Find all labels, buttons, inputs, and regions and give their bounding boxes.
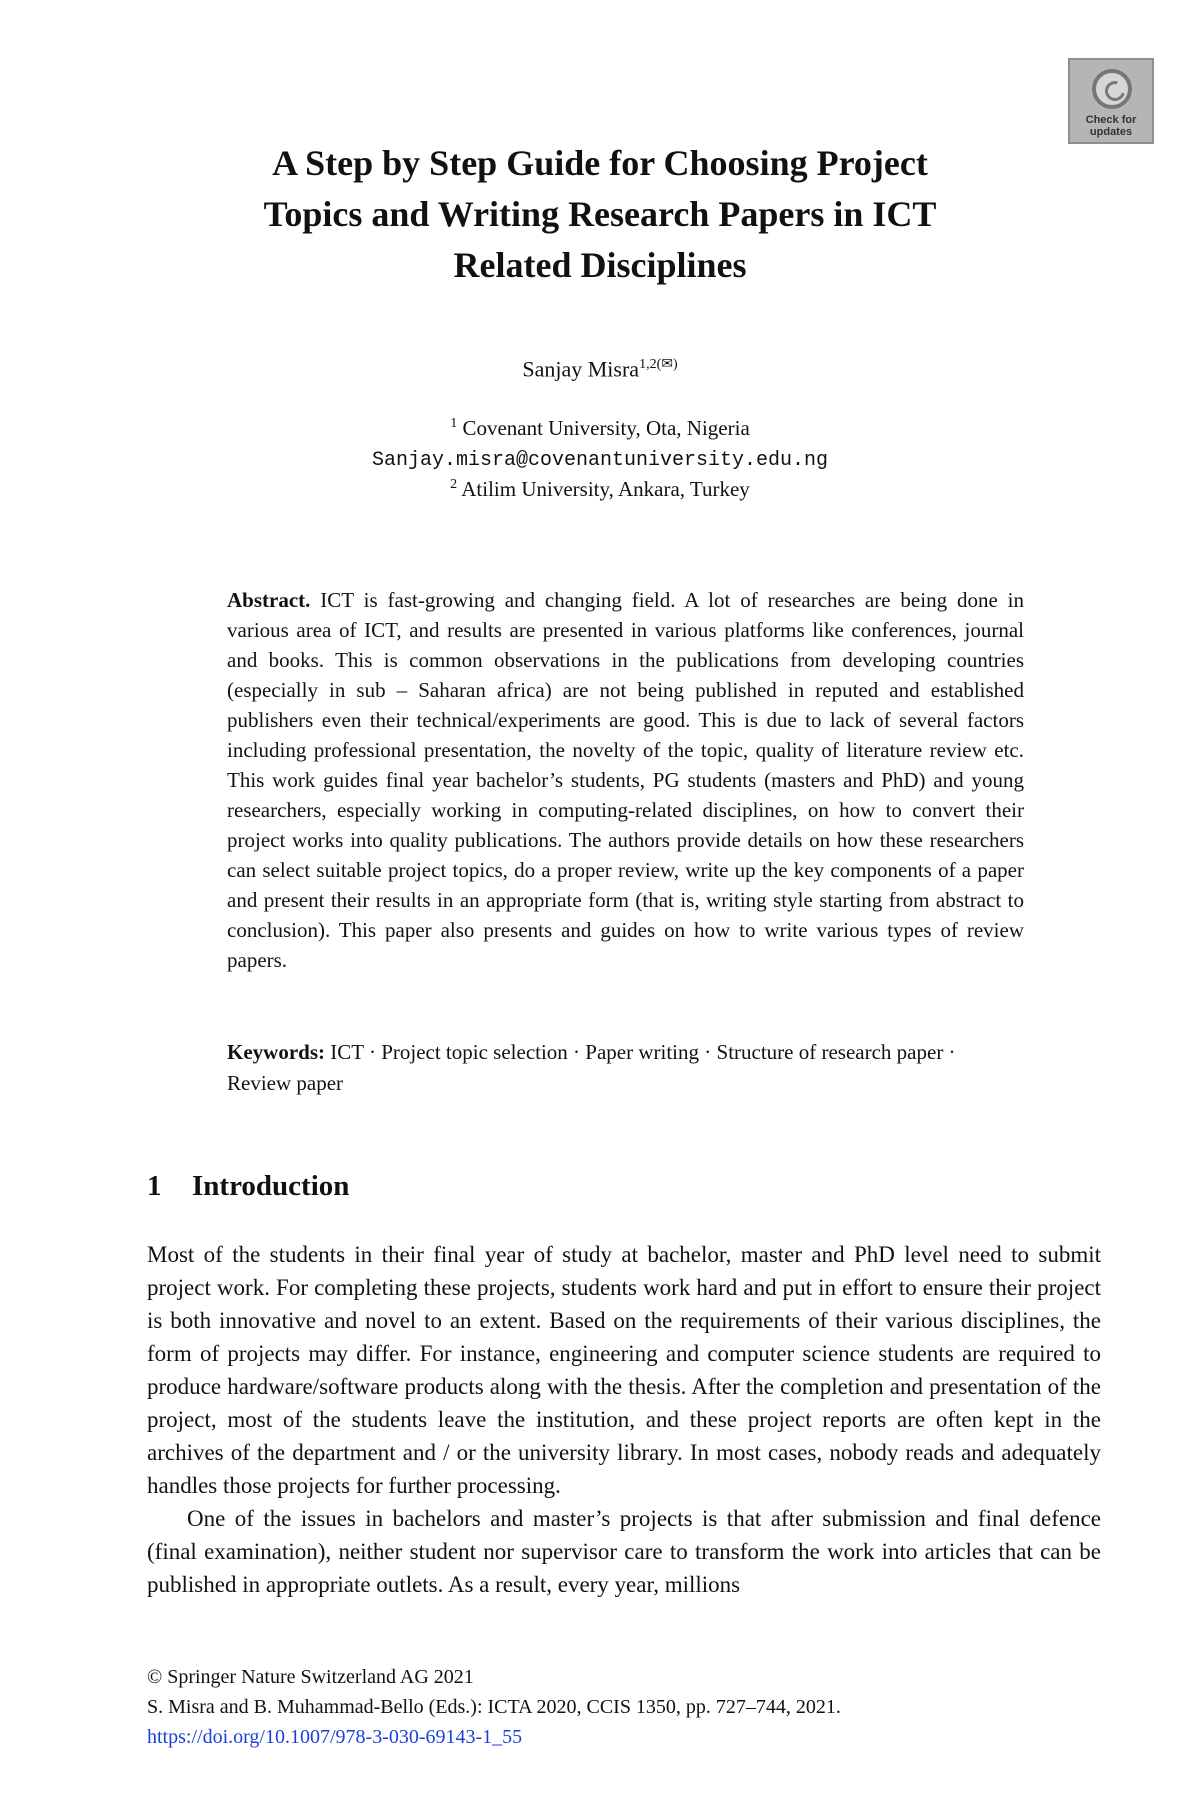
affiliation-1: $^1$ Covenant University, Ota, Nigeria [450,416,750,440]
body-text [147,1238,1101,1601]
author-line [0,356,1200,382]
paragraph-1: Most of the students in their final year of study at bachelor, master and PhD level need to submit project work. For completing these projects, students work hard and put in effort to ensure their project is both innovative and novel to an extent. Based on the requirements of their various disciplines, the form of projects may differ. For instance, engineering and computer science students are required to produce hardware/software products along with the thesis. After the completion and presentation of the project, most of the students leave the institution, and these project reports are often kept in the archives of the department and / or the university library. In most cases, nobody reads and adequately handles those projects for further processing. [147,1242,1101,1498]
author-marks: 1,2(✉) [639,357,678,372]
affiliation-2: $^2$ Atilim University, Ankara, Turkey [450,477,750,501]
check-for-updates-badge[interactable] [1068,58,1154,144]
abstract-text: ICT is fast-growing and changing field. A lot of researches are being done in various area of ICT, and results are presented in various platforms like conferences, journal and books. This is common observations in the publications from developing countries (especially in sub – Saharan africa) are not being published in reputed and established publishers even their technical/experiments are good. This is due to lack of several factors including professional presentation, the novelty of the topic, quality of literature review etc. This work guides final year bachelor’s students, PG students (masters and PhD) and young researchers, especially working in computing-related disciplines, on how to convert their project works into quality publications. The authors provide details on how these researchers can select suitable project topics, do a proper review, write up the key components of a paper and present their results in an appropriate form (that is, writing style starting from abstract to conclusion). This paper also presents and guides on how to write various types of review papers. [227,588,1024,972]
abstract [227,585,1024,975]
paragraph-2: One of the issues in bachelors and master’s projects is that after submission and final defence (final examination), neither student nor supervisor care to transform the work into articles that can be published in appropriate outlets. As a result, every year, millions [147,1506,1101,1597]
author-name: Sanjay Misra [522,356,640,382]
section-heading: 1 Introduction [147,1170,350,1202]
abstract-label: Abstract. [227,588,311,612]
badge-label: Check for updates [1085,114,1137,138]
keywords-text: ICT · Project topic selection · Paper writing · Structure of research paper · Review paper [227,1040,956,1095]
footer [147,1662,841,1752]
citation: S. Misra and B. Muhammad-Bello (Eds.): ICTA 2020, CCIS 1350, pp. 727–744, 2021. [147,1696,841,1718]
doi-link[interactable]: https://doi.org/10.1007/978-3-030-69143-1_55 [147,1726,523,1748]
copyright: © Springer Nature Switzerland AG 2021 [147,1666,474,1688]
keywords [227,1037,1024,1099]
paper-title: A Step by Step Guide for Choosing Project Topics and Writing Research Papers in ICT Related Disciplines [263,143,937,285]
author-email[interactable]: Sanjay.misra@covenantuniversity.edu.ng [371,449,829,472]
refresh-icon [1092,69,1132,109]
keywords-label: Keywords: [227,1040,325,1064]
